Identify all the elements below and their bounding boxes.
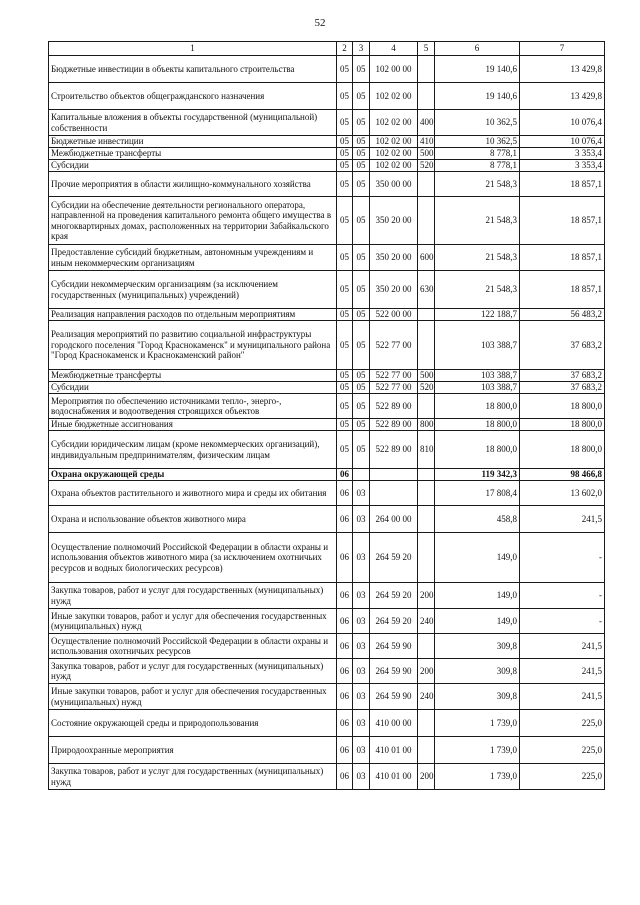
table-row	[49, 309, 605, 321]
header-col-1: 1	[49, 42, 337, 56]
header-col-5: 5	[418, 42, 435, 56]
row-amount-1: 309,8	[435, 659, 520, 684]
row-amount-1: 18 800,0	[435, 419, 520, 431]
table-row	[49, 136, 605, 148]
row-section: 06	[337, 506, 353, 533]
row-target-article: 102 02 00	[370, 160, 418, 172]
row-section: 06	[337, 583, 353, 609]
row-amount-2: -	[520, 533, 605, 583]
row-expense-type: 410	[418, 136, 435, 148]
row-amount-1: 103 388,7	[435, 321, 520, 370]
row-amount-1: 17 808,4	[435, 481, 520, 506]
row-name: Прочие мероприятия в области жилищно-коммунального хозяйства	[49, 172, 337, 197]
row-subsection: 05	[353, 321, 370, 370]
row-expense-type	[418, 533, 435, 583]
row-amount-1: 18 800,0	[435, 394, 520, 419]
row-amount-2: 18 857,1	[520, 245, 605, 271]
row-amount-1: 149,0	[435, 583, 520, 609]
row-amount-1: 1 739,0	[435, 710, 520, 737]
row-expense-type	[418, 172, 435, 197]
row-amount-1: 103 388,7	[435, 370, 520, 382]
row-amount-2: -	[520, 583, 605, 609]
row-target-article: 264 00 00	[370, 506, 418, 533]
row-subsection: 05	[353, 245, 370, 271]
table-row	[49, 83, 605, 110]
row-name: Межбюджетные трансферты	[49, 148, 337, 160]
row-subsection: 03	[353, 737, 370, 764]
row-expense-type: 200	[418, 583, 435, 609]
row-expense-type: 500	[418, 370, 435, 382]
row-subsection: 03	[353, 583, 370, 609]
row-section: 06	[337, 469, 353, 481]
table-row	[49, 382, 605, 394]
row-amount-1: 10 362,5	[435, 136, 520, 148]
row-amount-1: 458,8	[435, 506, 520, 533]
table-row	[49, 56, 605, 83]
table-row	[49, 394, 605, 419]
row-name: Субсидии юридическим лицам (кроме некоммерческих организаций), индивидуальным предпринимателям, физическим лицам	[49, 431, 337, 469]
page-number: 52	[314, 17, 326, 29]
row-target-article: 410 01 00	[370, 764, 418, 790]
row-subsection: 05	[353, 83, 370, 110]
row-section: 05	[337, 431, 353, 469]
row-target-article: 522 77 00	[370, 370, 418, 382]
table-row	[49, 419, 605, 431]
table-row	[49, 710, 605, 737]
row-expense-type	[418, 634, 435, 659]
row-expense-type	[418, 469, 435, 481]
row-section: 05	[337, 245, 353, 271]
row-name: Межбюджетные трансферты	[49, 370, 337, 382]
row-subsection: 03	[353, 609, 370, 634]
row-name: Закупка товаров, работ и услуг для государственных (муниципальных) нужд	[49, 764, 337, 790]
row-subsection: 05	[353, 394, 370, 419]
row-target-article: 102 02 00	[370, 83, 418, 110]
row-subsection: 03	[353, 481, 370, 506]
row-section: 05	[337, 56, 353, 83]
row-amount-1: 8 778,1	[435, 148, 520, 160]
row-amount-2: 98 466,8	[520, 469, 605, 481]
row-subsection: 05	[353, 271, 370, 309]
row-name: Реализация мероприятий по развитию социальной инфраструктуры городского поселения "Город Краснокаменск" и муниципального района "Город Краснокаменск и Краснокаменский район"	[49, 321, 337, 370]
row-expense-type	[418, 197, 435, 245]
row-amount-2: 37 683,2	[520, 321, 605, 370]
row-section: 05	[337, 136, 353, 148]
table-row	[49, 271, 605, 309]
row-expense-type: 810	[418, 431, 435, 469]
row-amount-2: 18 800,0	[520, 419, 605, 431]
row-amount-1: 119 342,3	[435, 469, 520, 481]
row-amount-1: 8 778,1	[435, 160, 520, 172]
row-name: Охрана окружающей среды	[49, 469, 337, 481]
row-section: 06	[337, 737, 353, 764]
row-section: 05	[337, 148, 353, 160]
row-section: 06	[337, 710, 353, 737]
row-target-article: 102 02 00	[370, 110, 418, 136]
row-target-article: 102 02 00	[370, 148, 418, 160]
row-section: 05	[337, 394, 353, 419]
row-name: Субсидии	[49, 160, 337, 172]
row-amount-1: 19 140,6	[435, 56, 520, 83]
row-amount-2: 18 857,1	[520, 197, 605, 245]
row-subsection: 05	[353, 370, 370, 382]
row-amount-1: 21 548,3	[435, 172, 520, 197]
row-name: Бюджетные инвестиции	[49, 136, 337, 148]
row-expense-type	[418, 737, 435, 764]
table-row	[49, 659, 605, 684]
row-target-article: 350 20 00	[370, 271, 418, 309]
table-row	[49, 609, 605, 634]
row-name: Субсидии некоммерческим организациям (за исключением государственных (муниципальных) учреждений)	[49, 271, 337, 309]
row-amount-2: 225,0	[520, 710, 605, 737]
row-name: Состояние окружающей среды и природопользования	[49, 710, 337, 737]
row-name: Осуществление полномочий Российской Федерации в области охраны и использования объектов животного мира (за исключением охотничьих ресурсов и водных биологических ресурсов)	[49, 533, 337, 583]
row-target-article: 522 77 00	[370, 321, 418, 370]
row-name: Закупка товаров, работ и услуг для государственных (муниципальных) нужд	[49, 583, 337, 609]
row-amount-2: 18 857,1	[520, 172, 605, 197]
table-row	[49, 684, 605, 710]
table-row	[49, 148, 605, 160]
row-target-article: 264 59 20	[370, 583, 418, 609]
row-amount-1: 149,0	[435, 609, 520, 634]
row-name: Охрана и использование объектов животного мира	[49, 506, 337, 533]
row-amount-2: 225,0	[520, 764, 605, 790]
row-target-article: 522 00 00	[370, 309, 418, 321]
row-expense-type: 520	[418, 382, 435, 394]
table-row	[49, 197, 605, 245]
row-subsection: 05	[353, 56, 370, 83]
row-amount-1: 149,0	[435, 533, 520, 583]
row-amount-1: 21 548,3	[435, 245, 520, 271]
row-subsection: 03	[353, 634, 370, 659]
table-row	[49, 110, 605, 136]
row-section: 05	[337, 382, 353, 394]
row-expense-type: 200	[418, 764, 435, 790]
row-target-article: 350 20 00	[370, 197, 418, 245]
row-amount-2: 37 683,2	[520, 370, 605, 382]
row-amount-2: 13 429,8	[520, 83, 605, 110]
row-target-article: 410 01 00	[370, 737, 418, 764]
row-target-article: 102 00 00	[370, 56, 418, 83]
row-expense-type: 400	[418, 110, 435, 136]
row-subsection: 05	[353, 419, 370, 431]
row-section: 06	[337, 659, 353, 684]
row-amount-1: 21 548,3	[435, 197, 520, 245]
header-col-4: 4	[370, 42, 418, 56]
row-target-article: 264 59 90	[370, 634, 418, 659]
row-amount-2: 241,5	[520, 684, 605, 710]
row-name: Мероприятия по обеспечению источниками тепло-, энерго-, водоснабжения и водоотведения строящихся объектов	[49, 394, 337, 419]
row-target-article: 522 89 00	[370, 419, 418, 431]
row-target-article: 522 89 00	[370, 394, 418, 419]
row-name: Реализация направления расходов по отдельным мероприятиям	[49, 309, 337, 321]
row-name: Иные закупки товаров, работ и услуг для обеспечения государственных (муниципальных) нужд	[49, 609, 337, 634]
row-expense-type	[418, 394, 435, 419]
row-amount-1: 122 188,7	[435, 309, 520, 321]
row-expense-type: 500	[418, 148, 435, 160]
row-name: Природоохранные мероприятия	[49, 737, 337, 764]
row-section: 06	[337, 533, 353, 583]
row-section: 06	[337, 684, 353, 710]
row-target-article: 350 20 00	[370, 245, 418, 271]
row-amount-1: 10 362,5	[435, 110, 520, 136]
row-amount-1: 1 739,0	[435, 737, 520, 764]
row-expense-type: 800	[418, 419, 435, 431]
header-col-7: 7	[520, 42, 605, 56]
row-expense-type	[418, 83, 435, 110]
row-expense-type	[418, 56, 435, 83]
row-expense-type: 600	[418, 245, 435, 271]
row-amount-2: 18 800,0	[520, 431, 605, 469]
row-amount-1: 309,8	[435, 684, 520, 710]
table-row	[49, 764, 605, 790]
row-expense-type	[418, 321, 435, 370]
row-amount-1: 103 388,7	[435, 382, 520, 394]
row-expense-type: 630	[418, 271, 435, 309]
row-section: 05	[337, 419, 353, 431]
row-amount-2: 13 602,0	[520, 481, 605, 506]
row-target-article: 410 00 00	[370, 710, 418, 737]
table-row	[49, 737, 605, 764]
row-subsection	[353, 469, 370, 481]
row-subsection: 03	[353, 710, 370, 737]
row-amount-2: 225,0	[520, 737, 605, 764]
table-row	[49, 583, 605, 609]
table-row	[49, 533, 605, 583]
row-amount-2: 241,5	[520, 634, 605, 659]
row-name: Закупка товаров, работ и услуг для государственных (муниципальных) нужд	[49, 659, 337, 684]
row-target-article: 264 59 90	[370, 684, 418, 710]
header-row	[49, 42, 605, 56]
row-amount-2: 241,5	[520, 506, 605, 533]
row-target-article: 522 77 00	[370, 382, 418, 394]
table-row	[49, 321, 605, 370]
row-name: Бюджетные инвестиции в объекты капитального строительства	[49, 56, 337, 83]
header-col-2: 2	[337, 42, 353, 56]
row-expense-type: 520	[418, 160, 435, 172]
row-target-article: 264 59 20	[370, 609, 418, 634]
row-target-article: 522 89 00	[370, 431, 418, 469]
row-expense-type: 240	[418, 684, 435, 710]
row-section: 05	[337, 370, 353, 382]
row-subsection: 05	[353, 160, 370, 172]
row-subsection: 03	[353, 506, 370, 533]
row-subsection: 05	[353, 309, 370, 321]
row-target-article: 350 00 00	[370, 172, 418, 197]
row-amount-2: 37 683,2	[520, 382, 605, 394]
table-row	[49, 506, 605, 533]
row-name: Иные закупки товаров, работ и услуг для обеспечения государственных (муниципальных) нужд	[49, 684, 337, 710]
row-subsection: 05	[353, 148, 370, 160]
row-section: 05	[337, 83, 353, 110]
row-section: 06	[337, 634, 353, 659]
row-subsection: 05	[353, 110, 370, 136]
row-expense-type: 200	[418, 659, 435, 684]
table-row	[49, 245, 605, 271]
row-amount-2: -	[520, 609, 605, 634]
row-amount-1: 18 800,0	[435, 431, 520, 469]
row-target-article	[370, 481, 418, 506]
row-expense-type	[418, 481, 435, 506]
row-section: 06	[337, 609, 353, 634]
row-amount-1: 21 548,3	[435, 271, 520, 309]
row-subsection: 03	[353, 764, 370, 790]
row-amount-2: 241,5	[520, 659, 605, 684]
row-name: Иные бюджетные ассигнования	[49, 419, 337, 431]
row-amount-2: 3 353,4	[520, 148, 605, 160]
header-col-3: 3	[353, 42, 370, 56]
row-subsection: 05	[353, 136, 370, 148]
row-target-article	[370, 469, 418, 481]
row-subsection: 05	[353, 197, 370, 245]
row-name: Субсидии	[49, 382, 337, 394]
row-section: 05	[337, 271, 353, 309]
row-section: 05	[337, 160, 353, 172]
row-amount-2: 18 857,1	[520, 271, 605, 309]
row-amount-2: 18 800,0	[520, 394, 605, 419]
budget-table	[48, 41, 605, 790]
row-expense-type	[418, 309, 435, 321]
row-name: Охрана объектов растительного и животного мира и среды их обитания	[49, 481, 337, 506]
table-row	[49, 172, 605, 197]
row-name: Предоставление субсидий бюджетным, автономным учреждениям и иным некоммерческим организациям	[49, 245, 337, 271]
table-row	[49, 370, 605, 382]
table-row	[49, 469, 605, 481]
table-row	[49, 481, 605, 506]
row-amount-2: 10 076,4	[520, 136, 605, 148]
table-row	[49, 634, 605, 659]
row-expense-type	[418, 506, 435, 533]
header-col-6: 6	[435, 42, 520, 56]
row-amount-2: 56 483,2	[520, 309, 605, 321]
row-section: 05	[337, 197, 353, 245]
row-amount-2: 10 076,4	[520, 110, 605, 136]
table-body	[49, 56, 605, 790]
row-expense-type	[418, 710, 435, 737]
table-row	[49, 431, 605, 469]
row-subsection: 03	[353, 659, 370, 684]
row-amount-2: 3 353,4	[520, 160, 605, 172]
row-name: Осуществление полномочий Российской Федерации в области охраны и использования охотничьих ресурсов	[49, 634, 337, 659]
row-section: 05	[337, 172, 353, 197]
row-subsection: 03	[353, 533, 370, 583]
row-amount-1: 19 140,6	[435, 83, 520, 110]
row-target-article: 102 02 00	[370, 136, 418, 148]
row-amount-1: 1 739,0	[435, 764, 520, 790]
row-section: 06	[337, 481, 353, 506]
row-name: Капитальные вложения в объекты государственной (муниципальной) собственности	[49, 110, 337, 136]
row-target-article: 264 59 90	[370, 659, 418, 684]
row-name: Субсидии на обеспечение деятельности регионального оператора, направленной на проведения капитального ремонта общего имущества в многоквартирных домах, расположенных на территории Забайкальского края	[49, 197, 337, 245]
row-section: 06	[337, 764, 353, 790]
row-amount-1: 309,8	[435, 634, 520, 659]
row-name: Строительство объектов общегражданского назначения	[49, 83, 337, 110]
table-row	[49, 160, 605, 172]
row-section: 05	[337, 321, 353, 370]
row-subsection: 05	[353, 172, 370, 197]
row-target-article: 264 59 20	[370, 533, 418, 583]
row-expense-type: 240	[418, 609, 435, 634]
row-subsection: 05	[353, 382, 370, 394]
row-subsection: 03	[353, 684, 370, 710]
row-subsection: 05	[353, 431, 370, 469]
row-amount-2: 13 429,8	[520, 56, 605, 83]
row-section: 05	[337, 110, 353, 136]
row-section: 05	[337, 309, 353, 321]
